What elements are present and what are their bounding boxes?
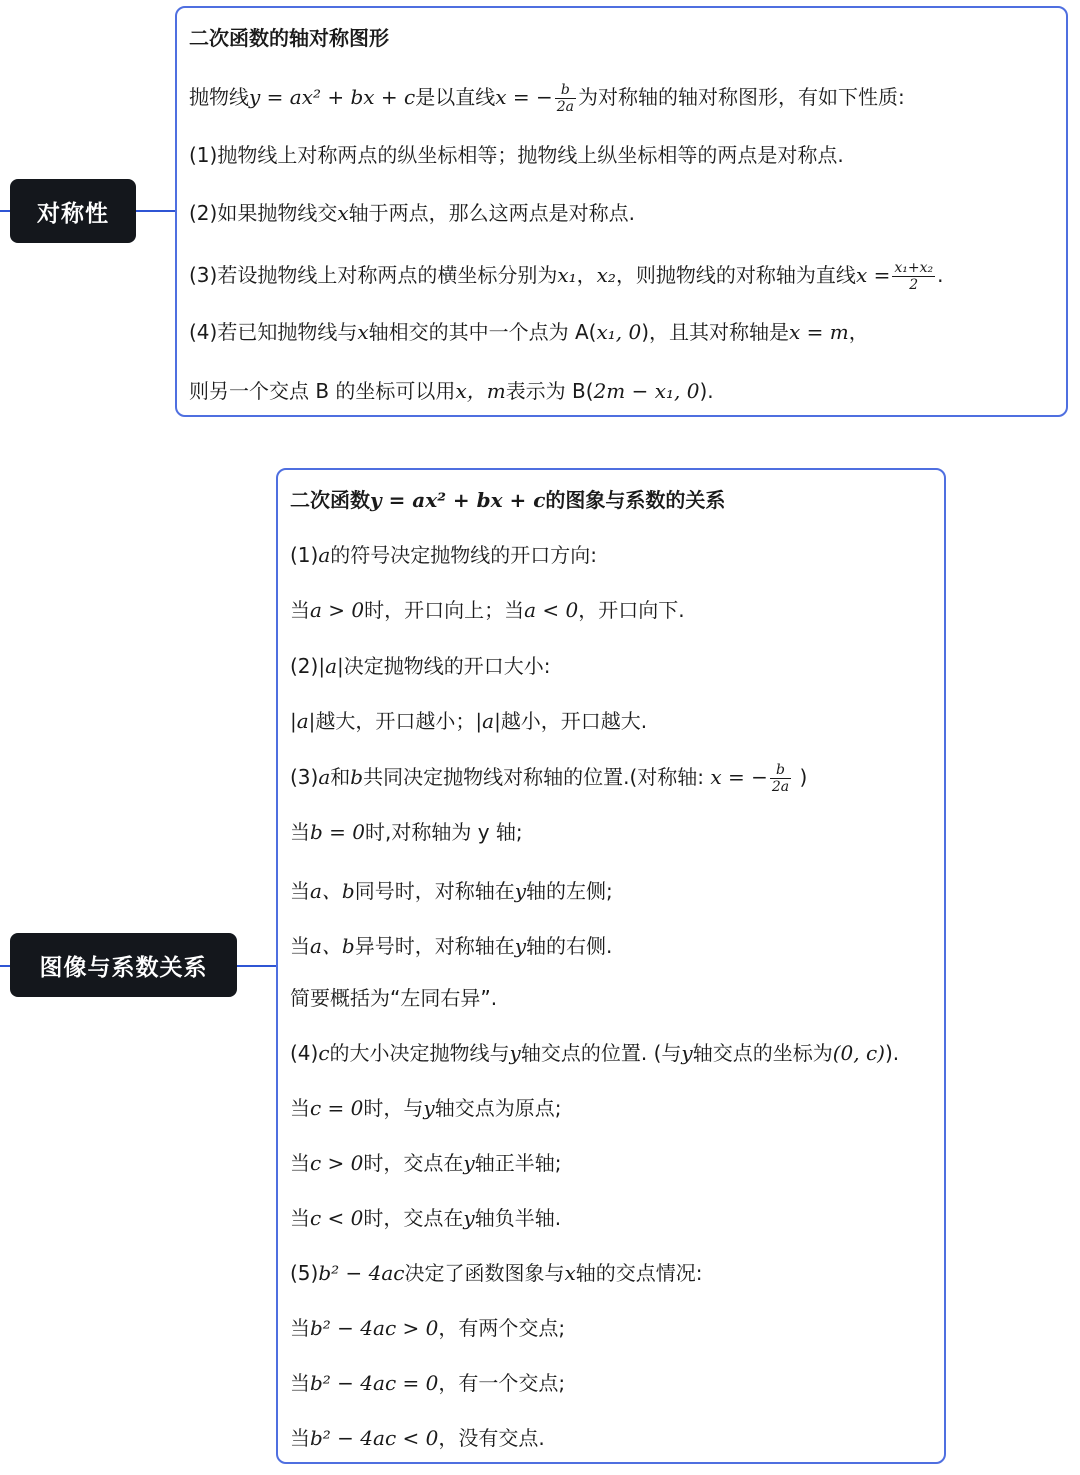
connector-left-relation [0,965,10,967]
sym-line-6: 则另一个交点 B 的坐标可以用x，m表示为 B(2m − x₁, 0). [189,379,714,403]
rel-line-10: (4)c的大小决定抛物线与y轴交点的位置. (与y轴交点的坐标为(0, c)). [290,1041,900,1065]
axis-fraction: $\frac{b}{2a}$ [556,82,575,115]
rel-line-12: 当c > 0时，交点在y轴正半轴; [290,1151,562,1175]
rel-line-1: (1)a的符号决定抛物线的开口方向: [290,543,598,567]
rel-line-2: 当a > 0时，开口向上；当a < 0，开口向下. [290,598,685,622]
connector-left-symmetry [0,210,10,212]
connector-relation-card [237,965,277,967]
node-symmetry[interactable]: 对称性 [10,179,136,243]
sym-line-4: (3)若设抛物线上对称两点的横坐标分别为x₁，x₂，则抛物线的对称轴为直线x = $\frac{\text{x₁+x₂}}{2}$ . [189,260,944,293]
sym-line-5: (4)若已知抛物线与x轴相交的其中一个点为 A(x₁, 0)，且其对称轴是x = m， [189,320,869,344]
card-relation [276,468,946,1464]
axis-fraction-2: $\frac{b}{2a}$ [771,762,790,795]
sym-line-3: (2)如果抛物线交x轴于两点，那么这两点是对称点. [189,201,635,225]
connector-symmetry-card [136,210,176,212]
rel-line-11: 当c = 0时，与y轴交点为原点; [290,1096,562,1120]
rel-line-6: 当b = 0时,对称轴为 y 轴; [290,820,523,844]
midpoint-fraction: $\frac{\text{x₁+x₂}}{2}$ [894,260,934,293]
rel-line-9: 简要概括为“左同右异”. [290,986,498,1010]
rel-line-14: (5)b² − 4ac决定了函数图象与x轴的交点情况: [290,1261,703,1285]
rel-line-15: 当b² − 4ac > 0，有两个交点; [290,1316,566,1340]
rel-line-8: 当a、b异号时，对称轴在y轴的右侧. [290,934,613,958]
rel-line-13: 当c < 0时，交点在y轴负半轴. [290,1206,562,1230]
card-relation-title: 二次函数y = ax² + bx + c的图象与系数的关系 [290,488,726,512]
sym-line-2: (1)抛物线上对称两点的纵坐标相等；抛物线上纵坐标相等的两点是对称点. [189,143,844,167]
rel-line-3: (2)|a|决定抛物线的开口大小: [290,654,551,678]
rel-line-5: (3)a和b共同决定抛物线对称轴的位置.(对称轴: x = − $\frac{b}{2a}$ ) [290,762,808,795]
rel-line-17: 当b² − 4ac < 0，没有交点. [290,1426,545,1450]
rel-line-4: |a|越大，开口越小；|a|越小，开口越大. [290,709,648,733]
card-symmetry [175,6,1068,417]
card-symmetry-title: 二次函数的轴对称图形 [189,26,389,50]
sym-line-1: 抛物线y = ax² + bx + c是以直线x = − $\frac{b}{2a}$ 为对称轴的轴对称图形，有如下性质: [189,82,905,115]
rel-line-7: 当a、b同号时，对称轴在y轴的左侧; [290,879,613,903]
rel-line-16: 当b² − 4ac = 0，有一个交点; [290,1371,566,1395]
node-relation[interactable]: 图像与系数关系 [10,933,237,997]
